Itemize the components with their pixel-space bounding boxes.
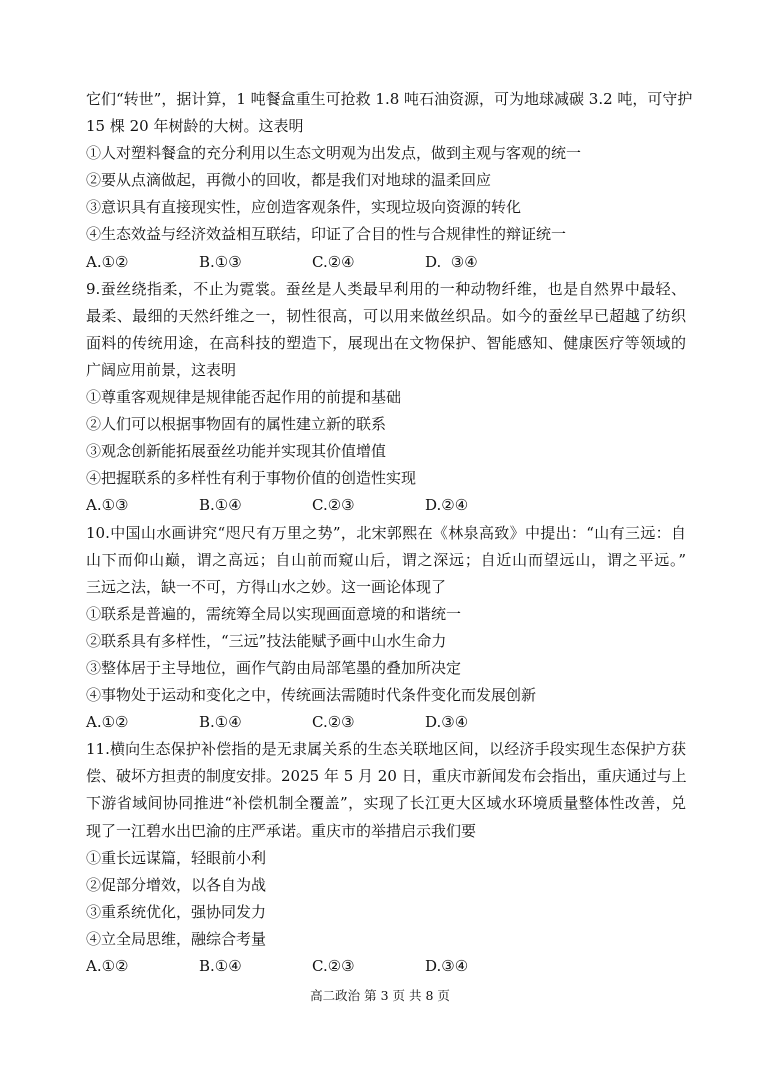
question-stem-line: 现了一江碧水出巴渝的庄严承诺。重庆市的举措启示我们要 [86, 821, 477, 840]
statement-item: ②人们可以根据事物固有的属性建立新的联系 [86, 415, 387, 434]
question-stem-line: 9.蚕丝绕指柔，不止为霓裳。蚕丝是人类最早利用的一种动物纤维，也是自然界中最轻、 [86, 279, 686, 298]
statement-item: ①联系是普遍的，需统筹全局以实现画面意境的和谐统一 [86, 604, 462, 623]
statement-item: ②促部分增效，以各自为战 [86, 875, 267, 894]
statement-item: ①尊重客观规律是规律能否起作用的前提和基础 [86, 388, 402, 407]
exam-page-content [86, 86, 693, 980]
option-d: D.②④ [425, 496, 469, 515]
option-a: A.①② [86, 957, 129, 975]
question-stem-line: 广阔应用前景，这表明 [86, 360, 237, 379]
option-a: A.①② [86, 713, 129, 732]
option-a: A.①③ [86, 496, 129, 515]
question-stem-line: 偿、破坏方担责的制度安排。2025 年 5 月 20 日，重庆市新闻发布会指出，重庆通过与上 [86, 767, 687, 786]
option-c: C.②④ [312, 252, 355, 271]
page-footer: 高二政治 第 3 页 共 8 页 [310, 988, 450, 1003]
question-stem-line: 三远之法，缺一不可，方得山水之妙。这一画论体现了 [86, 577, 447, 596]
question-stem-line: 它们“转世”，据计算，1 吨餐盒重生可抢救 1.8 吨石油资源，可为地球减碳 3.2 吨，可守护 [86, 90, 693, 108]
option-a: A.①② [86, 252, 129, 271]
option-d: D. ③④ [425, 252, 478, 271]
statement-item: ③重系统优化，强协同发力 [86, 902, 267, 921]
statement-item: ③观念创新能拓展蚕丝功能并实现其价值增值 [86, 442, 387, 461]
option-d: D.③④ [425, 957, 469, 975]
answer-options [86, 249, 686, 276]
statement-item: ②要从点滴做起，再微小的回收，都是我们对地球的温柔回应 [86, 171, 492, 190]
option-d: D.③④ [425, 713, 469, 732]
answer-options [86, 953, 686, 980]
statement-item: ③整体居于主导地位，画作气韵由局部笔墨的叠加所决定 [86, 658, 462, 677]
statement-item: ②联系具有多样性，“三远”技法能赋予画中山水生命力 [86, 631, 447, 650]
question-10 [86, 520, 686, 737]
statement-item: ④立全局思维，融综合考量 [86, 929, 267, 948]
option-c: C.②③ [312, 957, 355, 975]
option-c: C.②③ [312, 496, 355, 515]
option-c: C.②③ [312, 713, 355, 732]
option-b: B.①④ [199, 957, 242, 975]
question-stem-line: 山下而仰山巅，谓之高远；自山前而窥山后，谓之深远；自近山而望远山，谓之平远。” [86, 550, 686, 569]
question-stem-line: 面料的传统用途，在高科技的塑造下，展现出在文物保护、智能感知、健康医疗等领域的 [86, 333, 686, 352]
question-stem-line: 15 棵 20 年树龄的大树。这表明 [86, 117, 304, 136]
question-stem-line: 最柔、最细的天然纤维之一，韧性很高，可以用来做丝织品。如今的蚕丝早已超越了纺织 [86, 306, 686, 325]
statement-item: ④生态效益与经济效益相互联结，印证了合目的性与合规律性的辩证统一 [86, 225, 567, 244]
option-b: B.①④ [199, 713, 242, 732]
question-stem-line: 11.横向生态保护补偿指的是无隶属关系的生态关联地区间，以经济手段实现生态保护方获 [86, 740, 686, 759]
statement-item: ①重长远谋篇，轻眼前小利 [86, 848, 267, 867]
question-stem-line: 下游省域间协同推进“补偿机制全覆盖”，实现了长江更大区域水环境质量整体性改善，兑 [86, 794, 686, 813]
answer-options [86, 709, 686, 736]
statement-item: ①人对塑料餐盒的充分利用以生态文明观为出发点，做到主观与客观的统一 [86, 144, 582, 163]
answer-options [86, 492, 686, 519]
question-8-continued [86, 86, 693, 276]
statement-item: ④事物处于运动和变化之中，传统画法需随时代条件变化而发展创新 [86, 686, 537, 705]
question-stem-line: 10.中国山水画讲究“咫尺有万里之势”，北宋郭熙在《林泉高致》中提出：“山有三远：自 [86, 523, 686, 542]
option-b: B.①④ [199, 496, 242, 515]
statement-item: ④把握联系的多样性有利于事物价值的创造性实现 [86, 469, 417, 488]
question-11 [86, 736, 686, 980]
option-b: B.①③ [199, 252, 242, 271]
question-9 [86, 276, 686, 520]
statement-item: ③意识具有直接现实性，应创造客观条件，实现垃圾向资源的转化 [86, 198, 522, 217]
